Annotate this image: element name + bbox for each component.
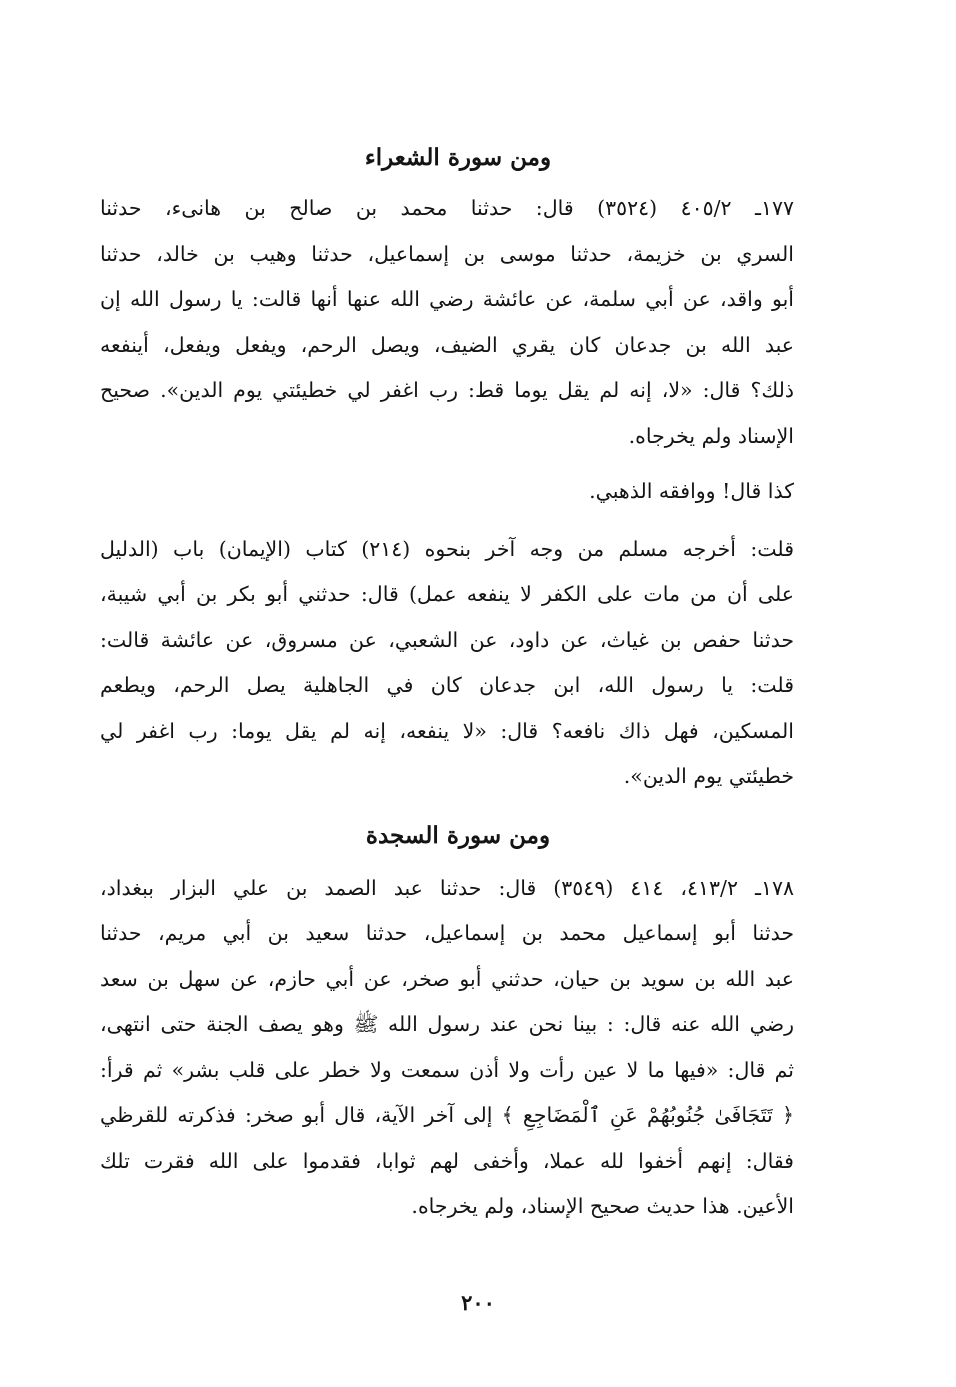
section-heading-shuara: ومن سورة الشعراء [364, 144, 552, 171]
text-line: عبد الله بن سويد بن حيان، حدثني أبو صخر، عن أبي حازم، عن سهل بن سعد [100, 966, 794, 991]
text-line: كذا قال! ووافقه الذهبي. [589, 479, 794, 503]
section-heading-sajda: ومن سورة السجدة [365, 821, 551, 849]
text-line: قلت: أخرجه مسلم من وجه آخر بنحوه (٢١٤) كتاب (الإيمان) باب (الدليل [100, 536, 795, 561]
hadith-177 [100, 186, 816, 459]
page-number: ٢٠٠ [461, 1290, 495, 1315]
hadith-178 [100, 866, 816, 1230]
text-line: فقال: إنهم أخفوا لله عملا، وأخفى لهم ثوابا، فقدموا على الله فقرت تلك [100, 1148, 794, 1173]
text-line: ﴿ تَتَجَافَىٰ جُنُوبُهُمْ عَنِ ٱلْمَضَاجِعِ ﴾ إلى آخر الآية، قال أبو صخر: فذكرته للقرظي [100, 1103, 794, 1127]
text-line: المسكين، فهل ذاك نافعه؟ قال: «لا ينفعه، إنه لم يقل يوما: رب اغفر لي [100, 718, 794, 743]
text-line: حدثنا أبو إسماعيل محمد بن إسماعيل، حدثنا سعيد بن أبي مريم، حدثنا [100, 921, 794, 945]
author-comment-177 [100, 527, 816, 800]
text-line: حدثنا حفص بن غياث، عن داود، عن الشعبي، عن مسروق، عن عائشة قالت: [100, 627, 794, 652]
text-line: السري بن خزيمة، حدثنا موسى بن إسماعيل، حدثنا وهيب بن خالد، حدثنا [100, 241, 794, 266]
text-line: عبد الله بن جدعان كان يقري الضيف، ويصل الرحم، ويفعل ويفعل، أينفعه [100, 332, 794, 357]
text-line: ١٧٨ـ ٤١٣/٢، ٤١٤ (٣٥٤٩) قال: حدثنا عبد الصمد بن علي البزار ببغداد، [100, 875, 794, 900]
text-line: ثم قال: «فيها ما لا عين رأت ولا أذن سمعت ولا خطر على قلب بشر» ثم قرأ: [100, 1057, 794, 1082]
text-line: رضي الله عنه قال: : بينا نحن عند رسول الله ﷺ وهو يصف الجنة حتى انتهى، [100, 1012, 794, 1036]
text-line: الإسناد ولم يخرجاه. [628, 423, 794, 448]
text-line: قلت: يا رسول الله، ابن جدعان كان في الجاهلية يصل الرحم، ويطعم [100, 673, 794, 697]
text-line: أبو واقد، عن أبي سلمة، عن عائشة رضي الله عنها أنها قالت: يا رسول الله إن [100, 287, 794, 311]
dhahabi-note [100, 469, 816, 515]
text-line: الأعين. هذا حديث صحيح الإسناد، ولم يخرجاه. [411, 1194, 794, 1218]
text-line: ١٧٧ـ ٤٠٥/٢ (٣٥٢٤) قال: حدثنا محمد بن صالح بن هانىء، حدثنا [100, 196, 794, 220]
text-line: ذلك؟ قال: «لا، إنه لم يقل يوما قط: رب اغفر لي خطيئتي يوم الدين». صحيح [100, 378, 794, 402]
page-body [100, 138, 816, 1230]
text-line: خطيئتي يوم الدين». [623, 764, 794, 788]
text-line: على أن من مات على الكفر لا ينفعه عمل) قال: حدثني أبو بكر بن أبي شيبة، [100, 582, 794, 606]
